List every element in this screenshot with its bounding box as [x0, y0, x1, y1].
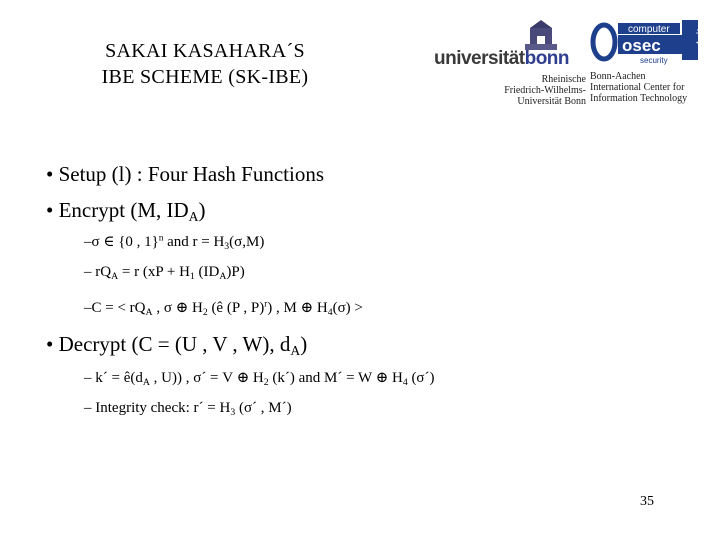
- cosec-mid-word: osec: [622, 36, 661, 55]
- bullet-setup: • Setup (l) : Four Hash Functions: [46, 162, 325, 186]
- wordmark-universitaet: universität: [434, 48, 525, 69]
- decrypt-step-1: – k´ = $ê(d_A$ , U)) , σ´ = V ⊕ $H_2$ (k´) and M´ = W ⊕ $H_4$ (σ´): [84, 370, 435, 388]
- cosec-logo-graphic: [590, 18, 716, 70]
- title-line-2: IBE SCHEME (SK-IBE): [101, 66, 309, 88]
- university-wordmark: [434, 48, 569, 70]
- bit-subtitle-line: Information Technology: [590, 93, 688, 104]
- bit-subtitle: [590, 71, 687, 104]
- university-subtitle-line: Friedrich-Wilhelms-: [504, 85, 586, 96]
- university-subtitle-line: Rheinische: [541, 74, 586, 85]
- bit-side-text: b-it: [696, 28, 707, 44]
- bit-subtitle-line: Bonn-Aachen: [590, 71, 646, 82]
- bit-subtitle-line: International Center for: [590, 82, 685, 93]
- bit-cosec-logo: [590, 18, 716, 106]
- encrypt-step-1: –σ ∈ {0 , 1}$^n$ and $r = H_3(\sigma,M)$: [84, 232, 265, 252]
- cosec-bottom-word: security: [640, 56, 668, 65]
- wordmark-bonn: bonn: [524, 48, 570, 69]
- encrypt-step-3: –C = < $rQ_A$ , σ ⊕ $H_2$ (ê (P , P)$^r$) , M ⊕ $H_4(\sigma)$ >: [84, 298, 363, 318]
- bullet-encrypt: • Encrypt (M, $ID_A$): [46, 198, 206, 225]
- decrypt-step-2: – Integrity check: r´ = $H_3$ (σ´ , M´): [84, 400, 292, 418]
- cosec-top-word: computer: [628, 24, 670, 35]
- university-subtitle: [470, 74, 586, 107]
- page-number: 35: [640, 494, 654, 509]
- university-subtitle-line: Universität Bonn: [517, 96, 586, 107]
- title-line-1: SAKAI KASAHARA´S: [105, 40, 305, 62]
- encrypt-step-2: – $rQ_A = r$ ($xP + H_1$ $(ID_A)P$): [84, 264, 245, 282]
- university-bonn-logo: [434, 20, 586, 106]
- bullet-decrypt: • Decrypt (C = (U , V , W), $d_A$): [46, 332, 308, 359]
- slide-title: [60, 38, 350, 90]
